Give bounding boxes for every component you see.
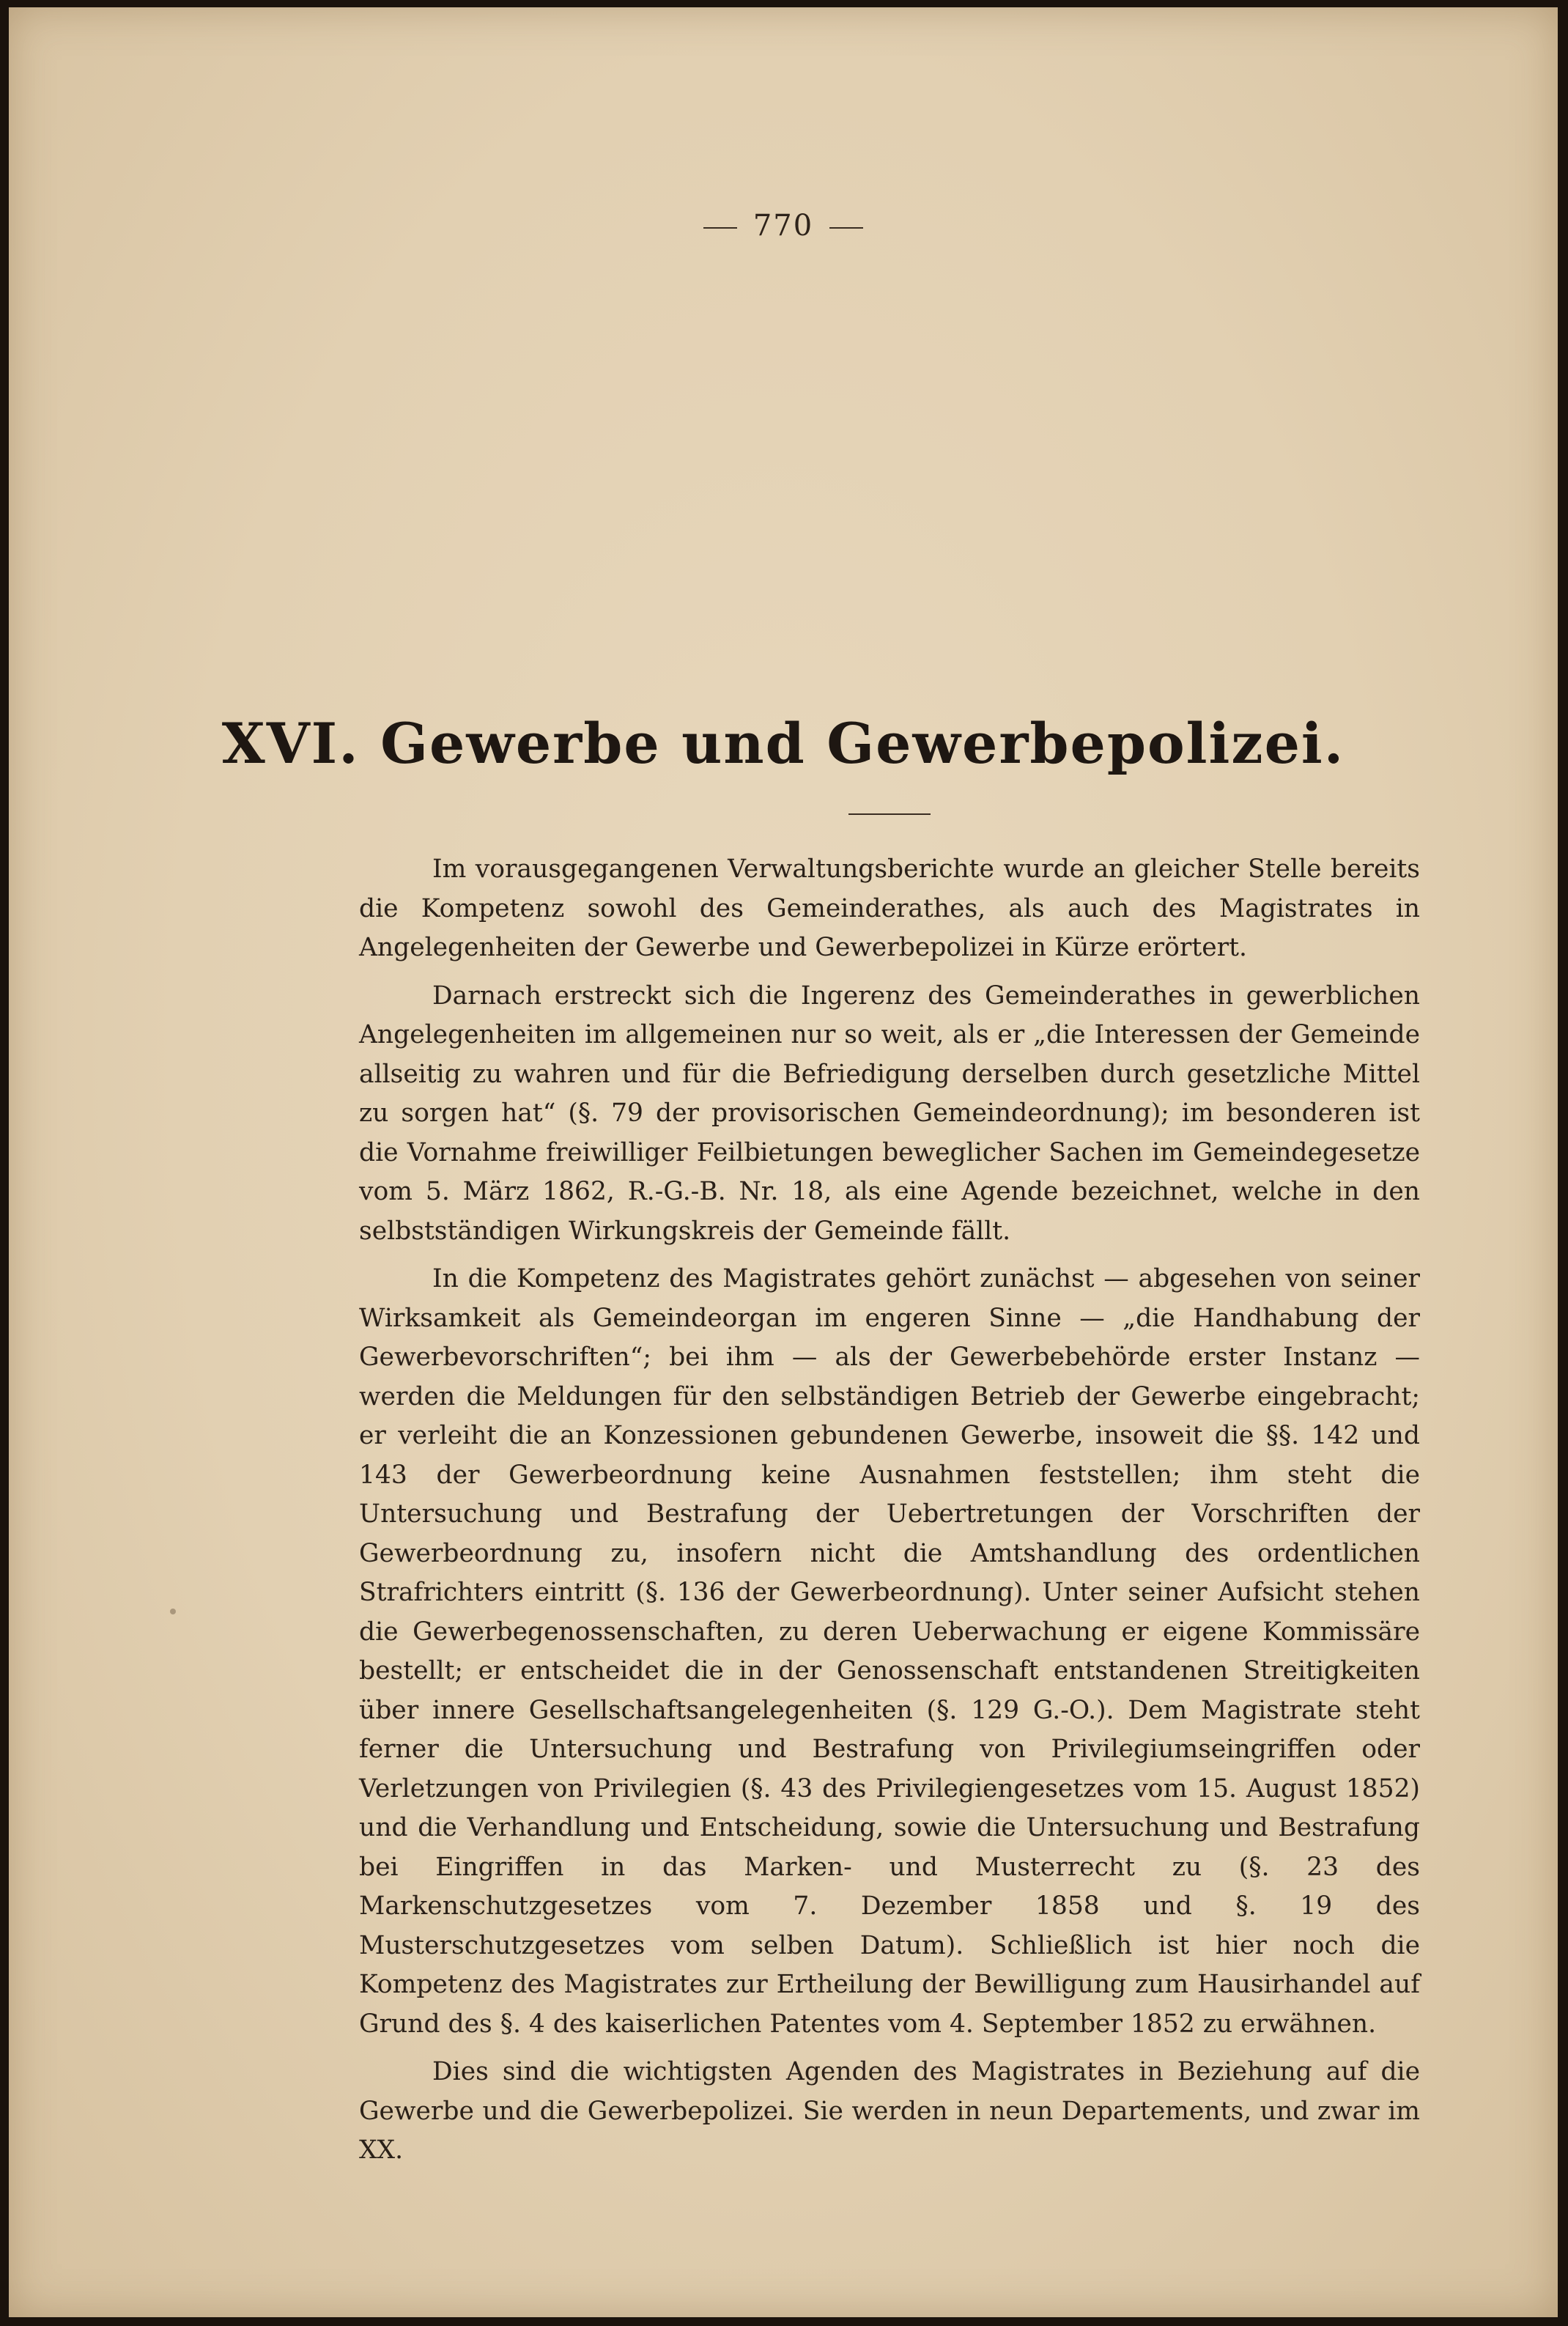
paragraph: Dies sind die wichtigsten Agenden des Magistrates in Beziehung auf die Gewerbe und die Gewerbepolizei. Sie werden in neun Departements, und zwar im XX. bbox=[359, 2057, 1420, 2165]
body-text bbox=[359, 850, 1420, 2179]
document-page bbox=[9, 7, 1558, 2317]
paragraph: Im vorausgegangenen Verwaltungsberichte wurde an gleicher Stelle bereits die Kompetenz sowohl des Gemeinderathes, als auch des Magistrates in Angelegenheiten der Gewerbe und Gewerbepolizei in Kürze erörtert. bbox=[359, 854, 1420, 962]
page-number-value: 770 bbox=[752, 209, 814, 243]
paragraph: Darnach erstreckt sich die Ingerenz des Gemeinderathes in gewerblichen Angelegenheiten im allgemeinen nur so weit, als er „die Interessen der Gemeinde allseitig zu wahren und für die Befriedigung derselben durch gesetzliche Mittel zu sorgen hat“ (§. 79 der provisorischen Gemeindeordnung); im besonderen ist die Vornahme freiwilliger Feilbietungen beweglicher Sachen im Gemeindegesetze vom 5. März 1862, R.-G.-B. Nr. 18, als eine Agende bezeichnet, welche in den selbstständigen Wirkungskreis der Gemeinde fällt. bbox=[359, 981, 1420, 1246]
ink-spot bbox=[170, 1609, 176, 1614]
page-number-dash-left bbox=[703, 227, 737, 229]
paragraph: In die Kompetenz des Magistrates gehört zunächst — abgesehen von seiner Wirksamkeit als Gemeindeorgan im engeren Sinne — „die Handhabung der Gewerbevorschriften“; bei ihm — als der Gewerbebehörde erster Instanz — werden die Meldungen für den selbständigen Betrieb der Gewerbe eingebracht; er verleiht die an Konzessionen gebundenen Gewerbe, insoweit die §§. 142 und 143 der Gewerbeordnung keine Ausnahmen feststellen; ihm steht die Untersuchung und Bestrafung der Uebertretungen der Vorschriften der Gewerbeordnung zu, insofern nicht die Amtshandlung des ordentlichen Strafrichters eintritt (§. 136 der Gewerbeordnung). Unter seiner Aufsicht stehen die Gewerbegenossenschaften, zu deren Ueberwachung er eigene Kommissäre bestellt; er entscheidet die in der Genossenschaft entstandenen Streitigkeiten über innere Gesellschaftsangelegenheiten (§. 129 G.-O.). Dem Magistrate steht ferner die Untersuchung und Bestrafung von Privilegiumseingriffen oder Verletzungen von Privilegien (§. 43 des Privilegiengesetzes vom 15. August 1852) und die Verhandlung und Entscheidung, sowie die Untersuchung und Bestrafung bei Eingriffen in das Marken- und Musterrecht zu (§. 23 des Markenschutzgesetzes vom 7. Dezember 1858 und §. 19 des Musterschutzgesetzes vom selben Datum). Schließlich ist hier noch die Kompetenz des Magistrates zur Ertheilung der Bewilligung zum Hausirhandel auf Grund des §. 4 des kaiserlichen Patentes vom 4. September 1852 zu erwähnen. bbox=[359, 1264, 1420, 2039]
title-divider bbox=[848, 813, 931, 815]
section-title: XVI. Gewerbe und Gewerbepolizei. bbox=[221, 711, 1345, 776]
page-number-dash-right bbox=[829, 227, 863, 229]
page-number bbox=[9, 209, 1558, 243]
